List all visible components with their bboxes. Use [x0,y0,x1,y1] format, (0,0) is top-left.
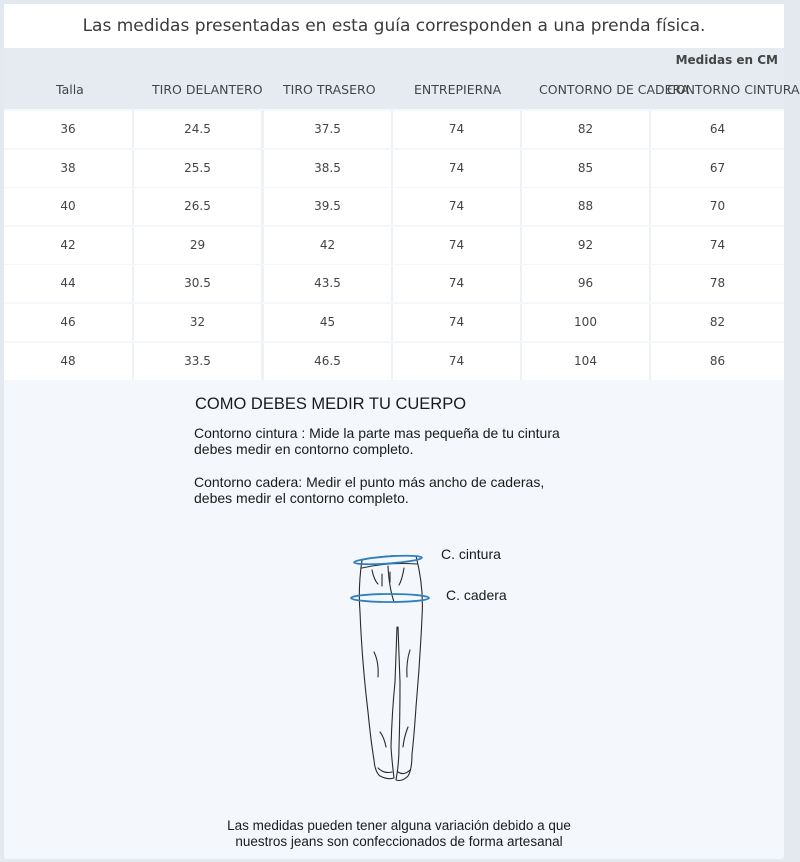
table-cell: 86 [651,343,784,380]
disclaimer-note [184,818,614,850]
table-cell: 74 [393,343,520,380]
table-cell: 74 [651,227,784,264]
table-cell: 45 [264,304,391,341]
table-cell: 85 [522,150,649,187]
waist-instruction-line-2: debes medir en contorno completo. [194,441,414,457]
header-contorno-cintura: CONTORNO CINTURA [667,82,800,97]
table-cell: 25.5 [134,150,261,187]
table-cell: 30.5 [134,265,261,302]
header-talla: Talla [56,82,84,97]
table-cell: 29 [134,227,261,264]
table-cell: 88 [522,188,649,225]
table-row [4,227,784,264]
hip-label: C. cadera [446,587,507,603]
table-cell: 48 [4,343,132,380]
table-cell: 36 [4,111,132,148]
table-row [4,111,784,148]
header-entrepierna: ENTREPIERNA [414,82,502,97]
table-cell: 26.5 [134,188,261,225]
table-cell: 92 [522,227,649,264]
table-cell: 42 [4,227,132,264]
table-cell: 44 [4,265,132,302]
table-cell: 33.5 [134,343,261,380]
table-row [4,304,784,341]
table-cell: 100 [522,304,649,341]
table-cell: 64 [651,111,784,148]
guide-title: COMO DEBES MEDIR TU CUERPO [195,395,467,413]
table-cell: 42 [264,227,391,264]
table-cell: 43.5 [264,265,391,302]
table-cell: 37.5 [264,111,391,148]
jeans-illustration [344,532,454,794]
table-cell: 74 [393,188,520,225]
table-cell: 39.5 [264,188,391,225]
table-cell: 32 [134,304,261,341]
table-row [4,188,784,225]
table-cell: 78 [651,265,784,302]
table-cell: 74 [393,265,520,302]
table-cell: 82 [522,111,649,148]
table-cell: 96 [522,265,649,302]
units-label: Medidas en CM [675,53,778,67]
table-cell: 70 [651,188,784,225]
table-header [4,48,800,109]
intro-text: Las medidas presentadas en esta guía corresponden a una prenda física. [4,4,784,48]
table-cell: 67 [651,150,784,187]
disclaimer-line-2: nuestros jeans son confeccionados de forma artesanal [235,834,563,849]
header-tiro-delantero: TIRO DELANTERO [152,82,263,97]
table-row [4,343,784,380]
table-cell: 82 [651,304,784,341]
table-cell: 74 [393,150,520,187]
hip-instruction-line-1: Contorno cadera: Medir el punto más ancho de caderas, [194,474,545,490]
table-cell: 74 [393,227,520,264]
table-cell: 40 [4,188,132,225]
table-cell: 74 [393,111,520,148]
table-cell: 46.5 [264,343,391,380]
disclaimer-line-1: Las medidas pueden tener alguna variación debido a que [227,818,571,833]
table-cell: 38.5 [264,150,391,187]
waist-instruction-line-1: Contorno cintura : Mide la parte mas pequeña de tu cintura [194,425,560,441]
table-row [4,150,784,187]
table-cell: 104 [522,343,649,380]
table-cell: 38 [4,150,132,187]
waist-label: C. cintura [441,546,501,562]
table-cell: 24.5 [134,111,261,148]
size-guide [4,4,800,859]
table-cell: 46 [4,304,132,341]
hip-instruction-line-2: debes medir el contorno completo. [194,490,409,506]
header-contorno-cadera: CONTORNO DE CADERA [539,82,690,97]
table-cell: 74 [393,304,520,341]
table-row [4,265,784,302]
header-tiro-trasero: TIRO TRASERO [283,82,376,97]
